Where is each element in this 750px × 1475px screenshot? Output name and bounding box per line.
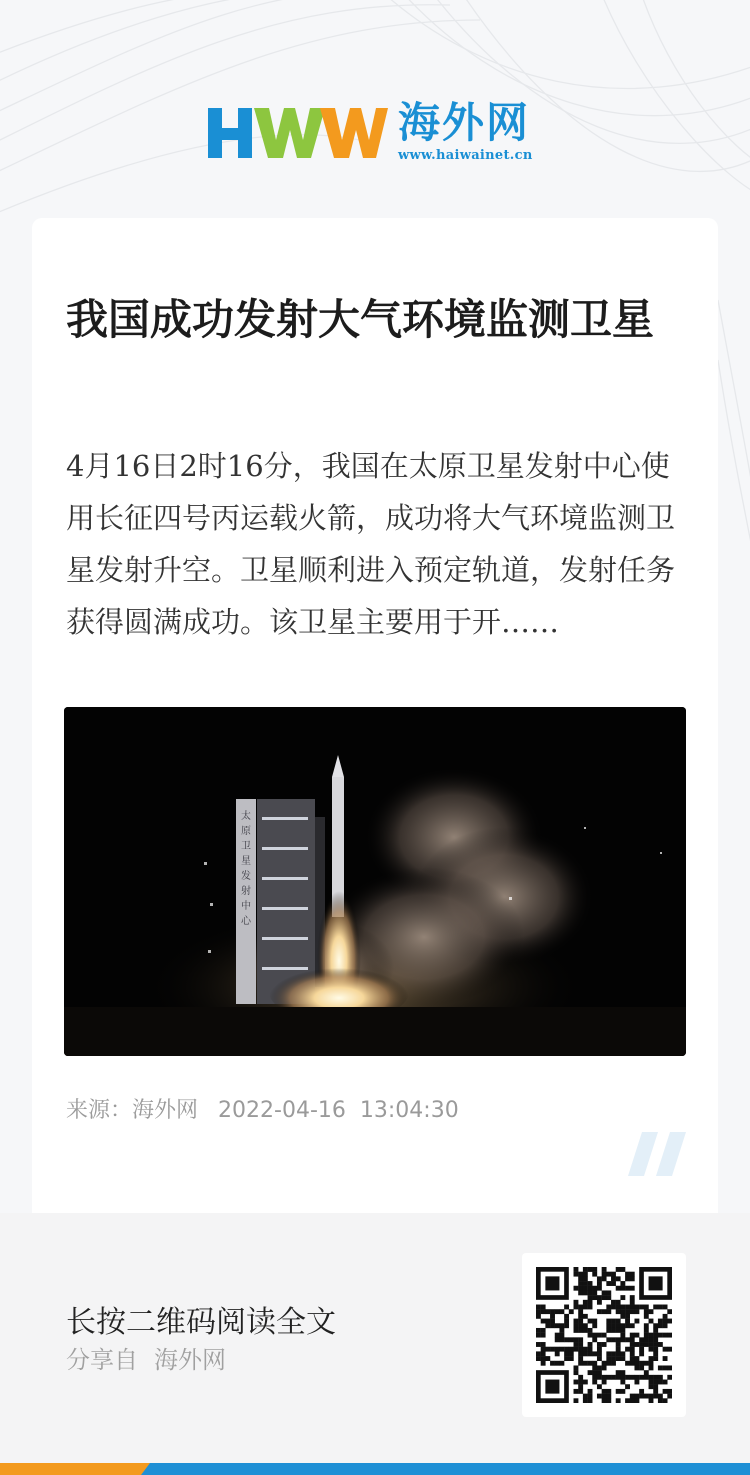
svg-text:心: 心 (241, 916, 251, 927)
publish-time: 13:04:30 (359, 1098, 459, 1123)
svg-text:射: 射 (241, 886, 251, 897)
haiwainet-logo[interactable] (208, 100, 548, 170)
article-summary: 4月16日2时16分，我国在太原卫星发射中心使用长征四号丙运载火箭，成功将大气环境监测卫星发射升空。卫星顺利进入预定轨道，发射任务获得圆满成功。该卫星主要用于开…… (66, 449, 676, 639)
svg-text:卫: 卫 (241, 841, 251, 852)
bottom-bar-orange-segment (0, 1463, 150, 1475)
share-source (66, 1340, 226, 1375)
qr-code[interactable] (522, 1253, 686, 1417)
article-title: 我国成功发射大气环境监测卫星 (66, 295, 655, 344)
svg-text:原: 原 (241, 826, 251, 837)
hww-logo-mark (208, 100, 388, 166)
article-image-rocket-launch (64, 707, 686, 1056)
long-press-qr-text: 长按二维码阅读全文 (66, 1305, 336, 1340)
source-name: 海外网 (132, 1098, 199, 1123)
svg-text:中: 中 (241, 901, 251, 912)
quote-mark-icon (628, 1132, 686, 1176)
bottom-color-bar (0, 1463, 750, 1475)
logo-url: www.haiwainet.cn (398, 148, 533, 163)
svg-text:太: 太 (241, 811, 251, 822)
svg-text:星: 星 (241, 856, 251, 867)
share-name: 海外网 (154, 1346, 226, 1374)
share-prefix: 分享自 (66, 1346, 138, 1374)
publish-date: 2022-04-16 (218, 1098, 346, 1123)
logo-text-cn: 海外网 (398, 98, 531, 147)
svg-text:发: 发 (241, 871, 251, 882)
qr-code-icon (536, 1267, 672, 1403)
source-label: 来源： (66, 1098, 133, 1123)
article-meta (66, 1093, 459, 1124)
